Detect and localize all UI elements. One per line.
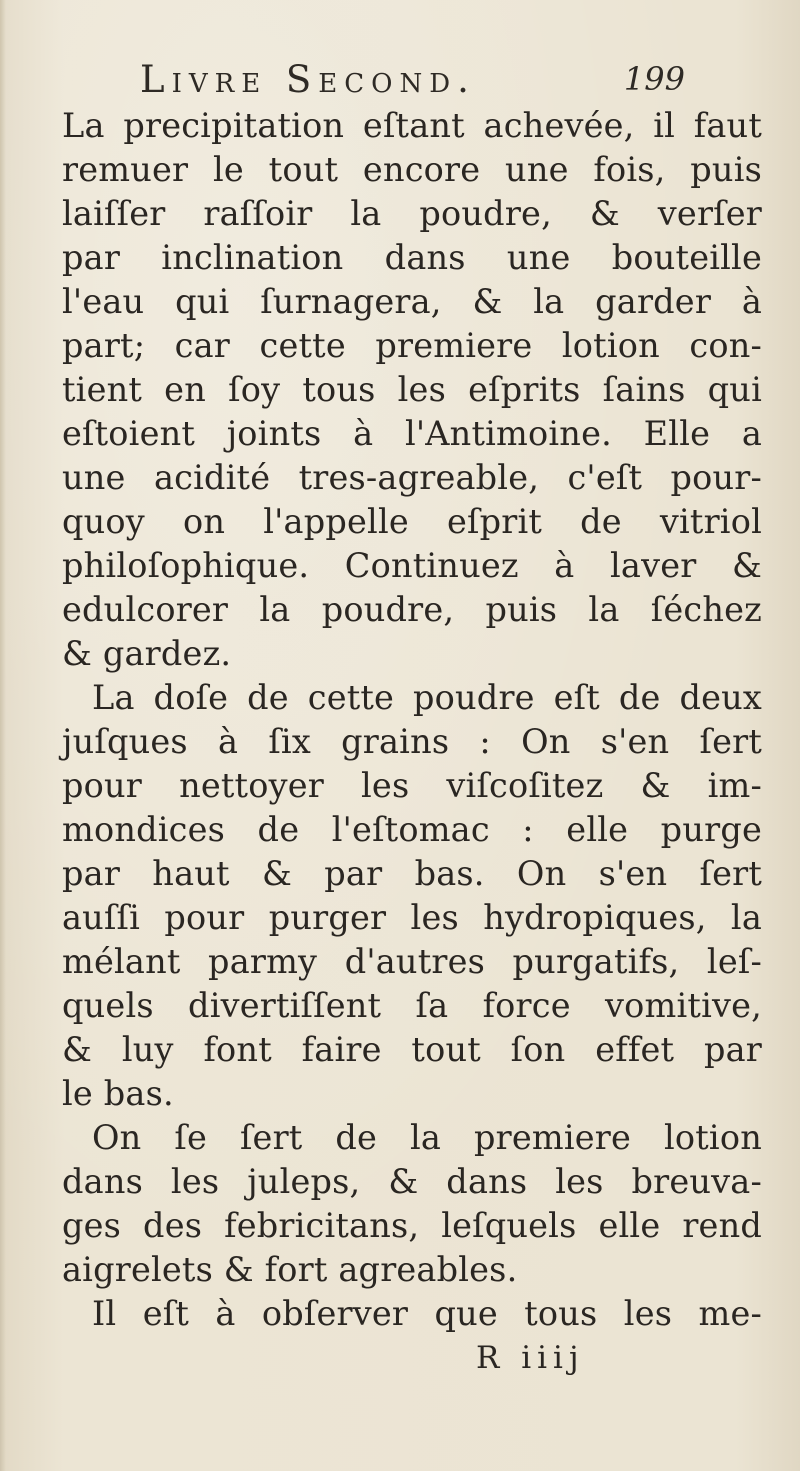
body-text (62, 104, 762, 1380)
text-line: Il eſt à obſerver que tous les me- (92, 1294, 762, 1333)
text-line: tient en ſoy tous les eſprits ſains qui (62, 370, 762, 409)
text-line: & gardez. (62, 634, 232, 673)
text-line: le bas. (62, 1074, 174, 1113)
text-line: une acidité tres-agreable, c'eſt pour- (62, 458, 762, 497)
text-line: par haut & par bas. On s'en ſert (62, 854, 762, 893)
text-line: par inclination dans une bouteille (62, 238, 762, 277)
text-line: eſtoient joints à l'Antimoine. Elle a (62, 414, 762, 453)
text-line: mélant parmy d'autres purgatifs, leſ- (62, 942, 762, 981)
signature-mark: R iiij (476, 1340, 585, 1376)
text-line: auſſi pour purger les hydropiques, la (62, 898, 762, 937)
text-line: quoy on l'appelle eſprit de vitriol (62, 502, 762, 541)
text-line: juſques à ſix grains : On s'en ſert (62, 722, 762, 761)
running-head-title: Livre Second. (140, 58, 476, 101)
text-line: La doſe de cette poudre eſt de deux (92, 678, 762, 717)
text-line: aigrelets & fort agreables. (62, 1250, 518, 1289)
text-line: quels divertiſſent ſa force vomitive, (62, 986, 762, 1025)
text-line: La precipitation eſtant achevée, il faut (62, 106, 762, 145)
text-line: ges des febricitans, leſquels elle rend (62, 1206, 762, 1245)
text-line: edulcorer la poudre, puis la ſéchez (62, 590, 762, 629)
text-line: remuer le tout encore une fois, puis (62, 150, 762, 189)
text-line: part; car cette premiere lotion con- (62, 326, 762, 365)
text-line: l'eau qui ſurnagera, & la garder à (62, 282, 762, 321)
text-line: pour nettoyer les viſcoſitez & im- (62, 766, 762, 805)
page-number: 199 (623, 60, 685, 98)
text-line: dans les juleps, & dans les breuva- (62, 1162, 762, 1201)
text-line: & luy font faire tout ſon effet par (62, 1030, 762, 1069)
page-gutter-shadow (0, 0, 6, 1471)
running-head (140, 58, 685, 102)
text-line: laiſſer raſſoir la poudre, & verſer (62, 194, 762, 233)
text-line: On ſe ſert de la premiere lotion (92, 1118, 762, 1157)
text-line: mondices de l'eſtomac : elle purge (62, 810, 762, 849)
text-line: philoſophique. Continuez à laver & (62, 546, 762, 585)
